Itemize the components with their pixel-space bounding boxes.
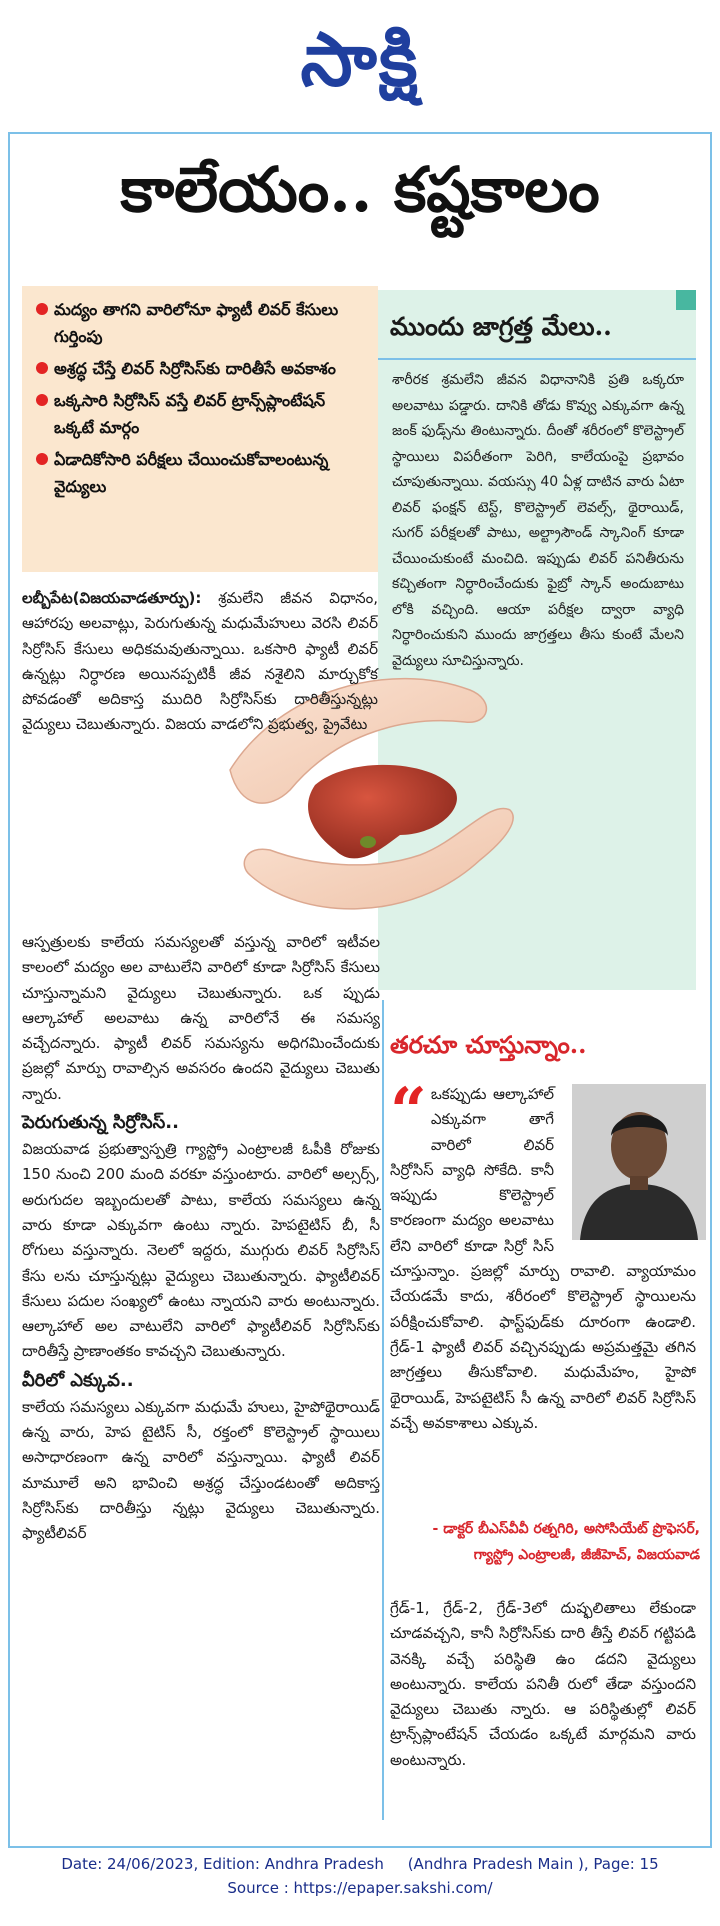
quote-mark-icon: “ [390, 1074, 427, 1149]
headline: కాలేయం.. కష్టకాలం [120, 153, 600, 226]
masthead [0, 0, 720, 130]
portrait-space [554, 1082, 696, 1242]
highlight-item: మద్యం తాగని వారిలోనూ ఫ్యాటీ లివర్ కేసులు గుర్తింపు [34, 296, 366, 350]
article-paragraph: విజయవాడ ప్రభుత్వాస్పత్రి గ్యాస్ట్రో ఎంట్రాలజీ ఓపీకి రోజుకు 150 నుంచి 200 మంది వరకూ వస్తుంటారు. వారిలో అల్సర్స్, అరుగుదల ఇబ్బందులతో పాటు, కాలేయ సమస్యలు ఉన్న వారు కూడా ఎక్కువగా ఉంటు న్నారు. హెపటైటిస్ బీ, సీ రోగులు వస్తున్నారు. నెలలో ఇద్దరు, ముగ్గురు లివర్ సిర్రోసిస్ కేసు లను చూస్తున్నట్లు వైద్యులు చెబుతున్నారు. ఫ్యాటీలివర్ కేసులు పదుల సంఖ్యలో ఉంటు న్నాయని వారు అంటున్నారు. ఆల్కాహాల్ అల వాటులేని వారిలో ఫ్యాటీలివర్ సిర్రోసిస్‌కు దారితీస్తే ప్రాణాంతకం కావచ్చని చెబుతున్నారు. [22, 1140, 380, 1361]
newspaper-logo: సాక్షి [300, 17, 420, 103]
article-column-top [22, 586, 378, 738]
highlight-item: ఏడాదికోసారి పరీక్షలు చేయించుకోవాలంటున్న వైద్యులు [34, 446, 366, 500]
corner-accent [676, 290, 696, 310]
highlight-item: ఒక్కసారి సిర్రోసిస్ వస్తే లివర్ ట్రాన్స్‌ప్లాంటేషన్ ఒక్కటే మార్గం [34, 387, 366, 441]
subheading: పెరుగుతున్న సిర్రోసిస్.. [22, 1112, 179, 1134]
article-paragraph: ఆస్పత్రులకు కాలేయ సమస్యలతో వస్తున్న వారిలో ఇటీవల కాలంలో మద్యం అల వాటులేని వారిలో కూడా సిర్రోసిస్ కేసులు చూస్తున్నామని వైద్యులు చెబుతున్నారు. ఒక ప్పుడు ఆల్కాహాల్ అలవాటు ఉన్న వారిలోనే ఈ సమస్య వచ్చేదన్నారు. ఫ్యాటీ లివర్ సమస్యను అధిగమించేందుకు ప్రజల్లో మార్పు రావాల్సిన అవసరం ఉందని వైద్యులు చెబుతు న్నారు. [22, 933, 380, 1103]
subheading: వీరిలో ఎక్కువ.. [22, 1369, 134, 1391]
highlight-item: అశ్రద్ధ చేస్తే లివర్ సిర్రోసిస్‌కు దారితీసే అవకాశం [34, 355, 366, 382]
edition-info: Date: 24/06/2023, Edition: Andhra Pradesh (Andhra Pradesh Main ), Page: 15 [61, 1855, 659, 1873]
article-column-right: గ్రేడ్-1, గ్రేడ్-2, గ్రేడ్-3లో దుష్ఫలితాలు లేకుండా చూడవచ్చని, కానీ సిర్రోసిస్‌కు దారి తీస్తే లివర్ గట్టిపడి వెనక్కి వచ్చే పరిస్థితి ఉం డదని వైద్యులు అంటున్నారు. కాలేయ పనితీ రులో తేడా వస్తుందని వైద్యులు చెబుతు న్నారు. ఆ పరిస్థితుల్లో లివర్ ట్రాన్స్‌ప్లాంటేషన్ చేయడం ఒక్కటే మార్గమని వారు అంటున్నారు. [390, 1599, 696, 1769]
quote-credit: - డాక్టర్ బీఎస్‌వీవీ రత్నగిరి, అసోసియేట్ ప్రొఫెసర్, గ్యాస్ట్రో ఎంట్రాలజీ, జీజీహెచ్, విజయవాడ [432, 1521, 700, 1563]
quote-text: ఒకప్పుడు ఆల్కాహాల్ ఎక్కువగా తాగే వారిలో లివర్ సిర్రోసిస్ వ్యాధి సోకేది. కానీ ఇప్పుడు కొలెస్ట్రాల్ కారణంగా మద్యం అలవాటు లేని వారిలో కూడా సిర్రో సిస్ చూస్తున్నాం. ప్రజల్లో మార్పు రావాలి. వ్యాయామం చేయడమే కాదు, శరీరంలో కొలెస్ట్రాల్ స్థాయిలను పరీక్షించుకోవాలి. ఫాస్ట్‌ఫుడ్‌కు దూరంగా ఉండాలి. గ్రేడ్-1 ఫ్యాటీ లివర్ వచ్చినప్పుడు అప్రమత్తమై తగిన జాగ్రత్తలు తీసుకోవాలి. మధుమేహం, హైపో థైరాయిడ్, హెపటైటిస్ సీ ఉన్న వారిలో లివర్ సిర్రోసిస్ వచ్చే అవకాశాలు ఎక్కువ. [390, 1085, 696, 1432]
dateline: లబ్బీపేట(విజయవాడతూర్పు): [22, 589, 202, 607]
sidebar-precaution-text: శారీరక శ్రమలేని జీవన విధానానికి ప్రతి ఒక్కరూ అలవాటు పడ్డారు. దానికి తోడు కొవ్వు ఎక్కువగా ఉన్న జంక్ ఫుడ్స్‌ను తింటున్నారు. దీంతో శరీరంలో కొలెస్ట్రాల్ స్థాయిలు విపరీతంగా పెరిగి, కాలేయంపై ప్రభావం చూపుతున్నాయి. వయస్సు 40 ఏళ్ల దాటిన వారు ఏటా లివర్ ఫంక్షన్ టెస్ట్, కొలెస్ట్రాల్ లెవల్స్, థైరాయిడ్, సుగర్ పరీక్షలతో పాటు, అల్ట్రాసౌండ్ స్కానింగ్ కూడా చేయించుకుంటే మంచిది. ఇప్పుడు లివర్ పనితీరును కచ్చితంగా నిర్ధారించేందుకు ఫైబ్రో స్కాన్ అందుబాటు లోకి వచ్చింది. ఆయా పరీక్షల ద్వారా వ్యాధి నిర్ధారించుకుని ముందు జాగ్రత్తలు తీసు కుంటే మేలని వైద్యులు సూచిస్తున్నారు. [392, 372, 684, 669]
sidebar-precaution-title: ముందు జాగ్రత్త మేలు.. [390, 312, 612, 341]
article-column-bottom [22, 930, 380, 1547]
article-paragraph: శ్రమలేని జీవన విధానం, ఆహారపు అలవాట్లు, పెరుగుతున్న మధుమేహులు వెరసి లివర్ సిర్రోసిస్ కేసులు అధికమవుతున్నాయి. ఒకసారి ఫ్యాటీ లివర్ ఉన్నట్లు నిర్ధారణ అయినప్పటికీ జీవ నశైలిని మార్చుకోక పోవడంతో అదికాస్త ముదిరి సిర్రోసిస్‌కు దారితీస్తున్నట్లు వైద్యులు చెబుతున్నారు. విజయ వాడలోని ప్రభుత్వ, ప్రైవేటు [22, 589, 378, 734]
highlights-box [22, 286, 378, 572]
column-divider [382, 1000, 384, 1820]
source-link[interactable]: Source : https://epaper.sakshi.com/ [227, 1879, 493, 1897]
sidebar-doctor-quote [390, 1074, 696, 1436]
divider [378, 358, 696, 360]
article-paragraph: కాలేయ సమస్యలు ఎక్కువగా మధుమే హులు, హైపోథైరాయిడ్ ఉన్న వారు, హెప టైటిస్ సీ, రక్తంలో కొలెస్ట్రాల్ స్థాయిలు అసాధారణంగా ఉన్న వారిలో వస్తున్నాయి. ఫ్యాటీ లివర్ మామూలే అని భావించి అశ్రద్ధ చేస్తుండటంతో అదికాస్త సిర్రోసిస్‌కు దారితీస్తు న్నట్లు వైద్యులు చెబుతున్నారు. ఫ్యాటీలివర్ [22, 1397, 380, 1543]
sidebar-doctor-title: తరచూ చూస్తున్నాం.. [390, 1030, 587, 1059]
page-footer [0, 1852, 720, 1900]
